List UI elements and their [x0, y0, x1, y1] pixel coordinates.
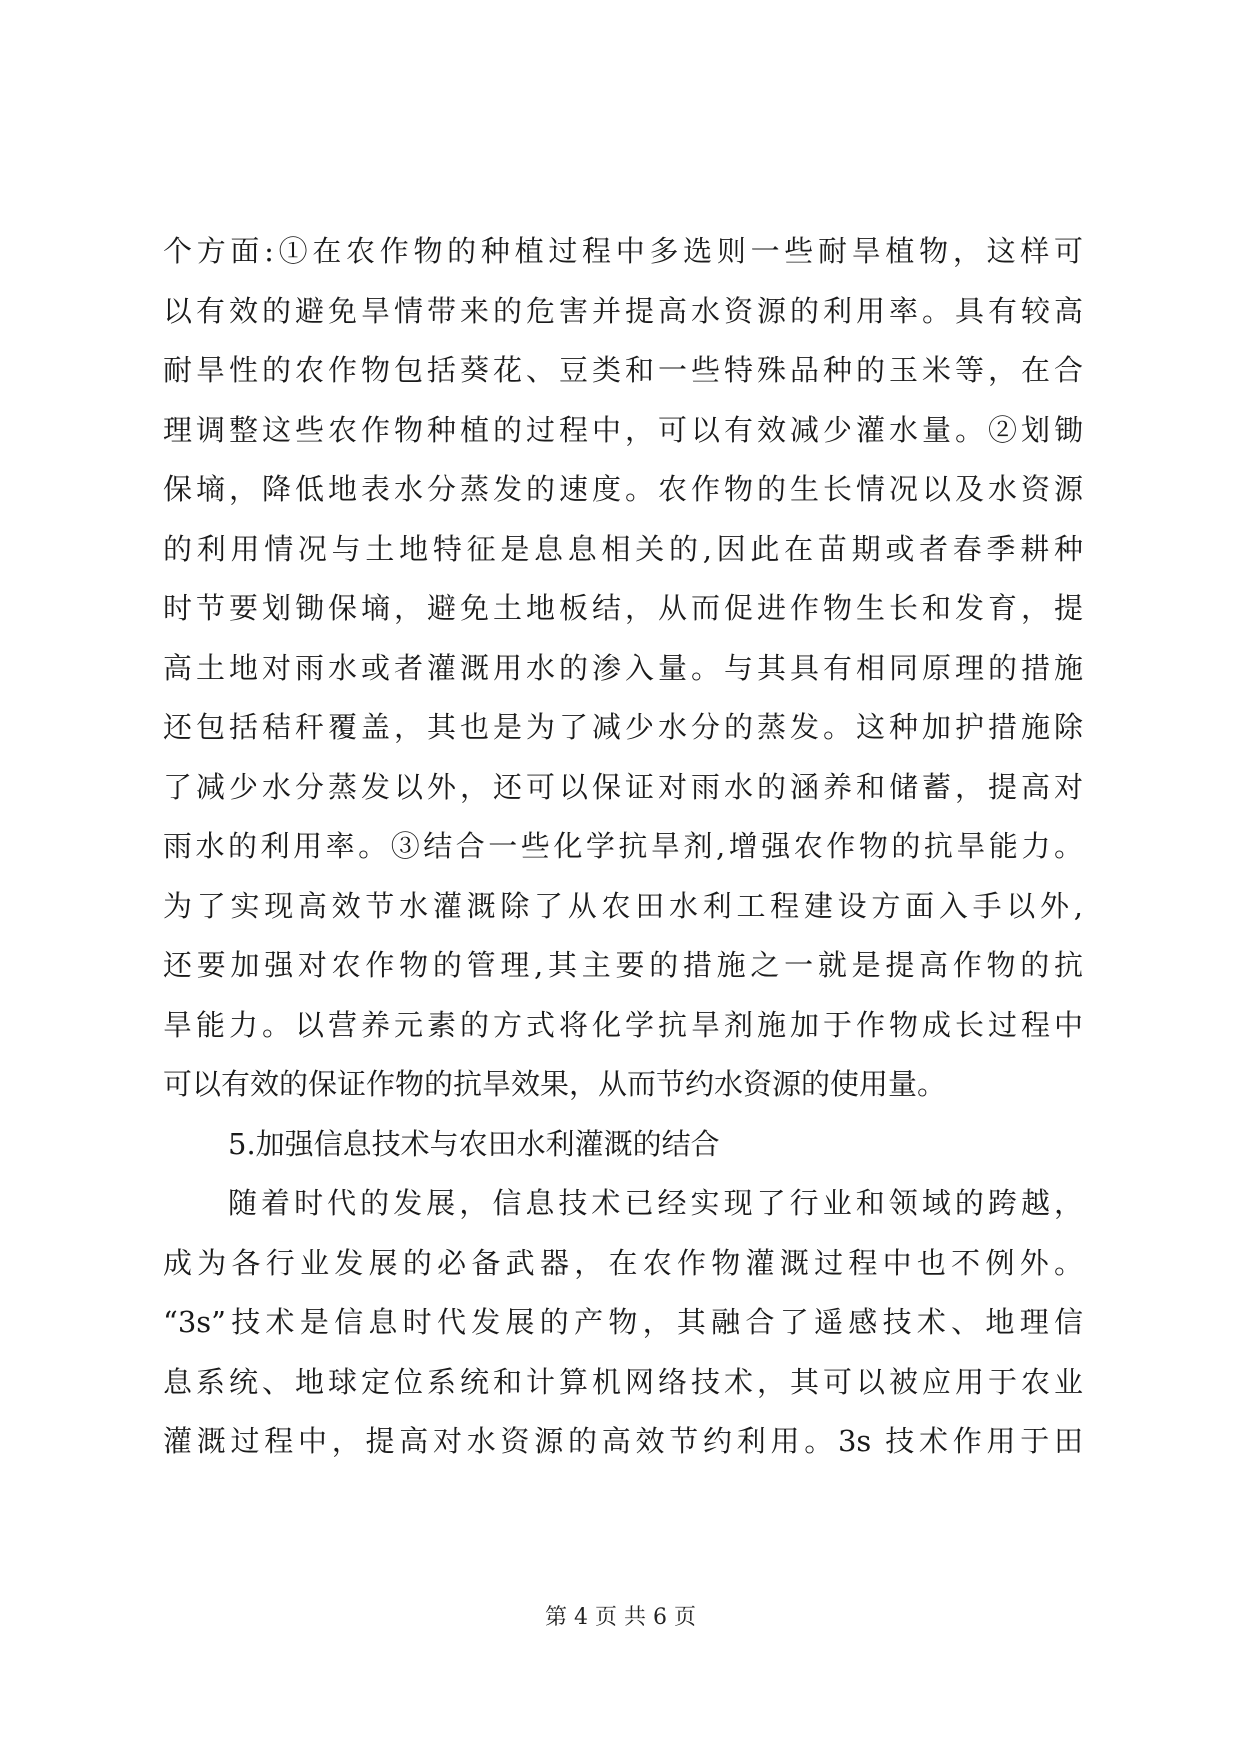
text-line: 可以有效的保证作物的抗旱效果，从而节约水资源的使用量。 [163, 1067, 947, 1101]
text-line: “3s”技术是信息时代发展的产物，其融合了遥感技术、地理信 [163, 1305, 1083, 1339]
text-line: 以有效的避免旱情带来的危害并提高水资源的利用率。具有较高 [163, 293, 1083, 328]
text-line: 的利用情况与土地特征是息息相关的,因此在苗期或者春季耕种 [163, 531, 1083, 566]
text-line: 灌溉过程中，提高对水资源的高效节约利用。3s 技术作用于田 [163, 1424, 1083, 1458]
text-line: 还包括秸秆覆盖，其也是为了减少水分的蒸发。这种加护措施除 [163, 710, 1083, 744]
text-line: 雨水的利用率。③结合一些化学抗旱剂,增强农作物的抗旱能力。 [163, 829, 1083, 863]
text-line: 成为各行业发展的必备武器，在农作物灌溉过程中也不例外。 [163, 1245, 1083, 1280]
text-line: 随着时代的发展，信息技术已经实现了行业和领域的跨越， [228, 1186, 1083, 1220]
text-line: 还要加强对农作物的管理,其主要的措施之一就是提高作物的抗 [163, 948, 1083, 982]
body-text [163, 222, 1083, 1472]
text-line: 高土地对雨水或者灌溉用水的渗入量。与其具有相同原理的措施 [163, 650, 1083, 685]
text-line: 息系统、地球定位系统和计算机网络技术，其可以被应用于农业 [163, 1364, 1083, 1399]
text-line: 耐旱性的农作物包括葵花、豆类和一些特殊品种的玉米等，在合 [163, 353, 1083, 387]
text-line: 保墒，降低地表水分蒸发的速度。农作物的生长情况以及水资源 [163, 472, 1083, 506]
text-line: 旱能力。以营养元素的方式将化学抗旱剂施加于作物成长过程中 [163, 1007, 1083, 1042]
page-number-footer: 第 4 页 共 6 页 [545, 1605, 696, 1630]
text-line: 理调整这些农作物种植的过程中，可以有效减少灌水量。②划锄 [163, 412, 1083, 447]
section-heading: 5.加强信息技术与农田水利灌溉的结合 [228, 1126, 720, 1161]
text-line: 个方面:①在农作物的种植过程中多选则一些耐旱植物，这样可 [163, 234, 1083, 268]
text-line: 为了实现高效节水灌溉除了从农田水利工程建设方面入手以外, [163, 888, 1083, 923]
text-line: 时节要划锄保墒，避免土地板结，从而促进作物生长和发育，提 [163, 591, 1083, 625]
text-line: 了减少水分蒸发以外，还可以保证对雨水的涵养和储蓄，提高对 [163, 769, 1083, 804]
